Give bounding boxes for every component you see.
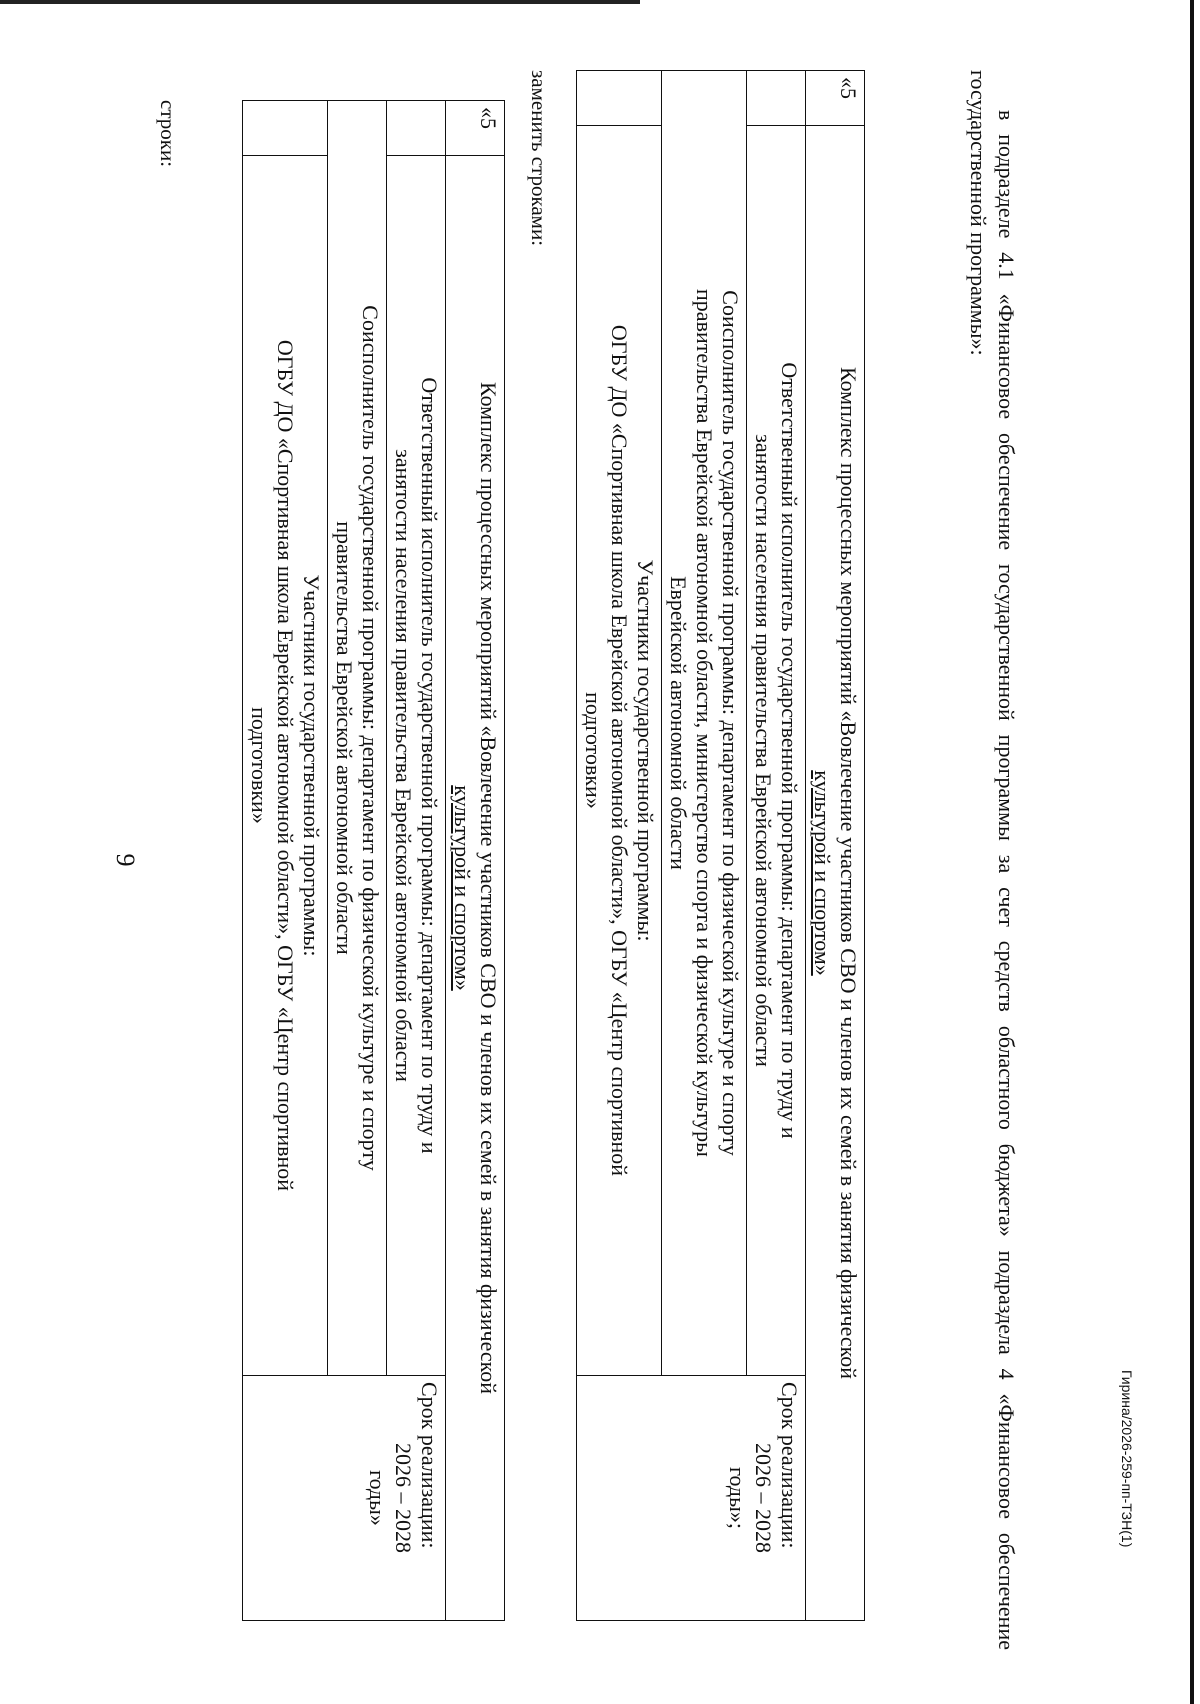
old-rows-table <box>242 100 505 1621</box>
participants: Участники государственной программы: ОГБУ ДО «Спортивная школа Еврейской автономной области», ОГБУ «Центр спортивной подготовки» <box>243 156 328 1376</box>
responsible-executor: Ответственный исполнитель государственной программы: департамент по труду и занятости населения правительства Еврейской автономной области <box>387 156 446 1376</box>
block-title: Комплекс процессных мероприятий «Вовлечение участников СВО и членов их семей в занятия физической культурой и спортом» <box>446 156 505 1621</box>
table-row <box>806 71 865 1621</box>
block-title: Комплекс процессных мероприятий «Вовлечение участников СВО и членов их семей в занятия физической культурой и спортом» <box>806 126 865 1621</box>
implementation-term: Срок реализации: 2026 – 2028 годы»; <box>577 1376 806 1621</box>
empty-cell <box>747 71 806 126</box>
scan-right-edge <box>1190 0 1194 1704</box>
empty-cell <box>387 101 446 156</box>
new-rows-table <box>576 70 865 1621</box>
co-executor: Соисполнитель государственной программы: департамент по физической культуре и спорту правительства Еврейской автономной области <box>328 101 387 1376</box>
implementation-term: Срок реализации: 2026 – 2028 годы» <box>243 1376 446 1621</box>
document-stamp: Гирина/2026-259-пп-ТЗН(1) <box>1119 1370 1135 1548</box>
empty-cell <box>243 101 328 156</box>
responsible-executor: Ответственный исполнитель государственной программы: департамент по труду и занятости населения правительства Еврейской автономной области <box>747 126 806 1376</box>
row-number: «5 <box>806 71 865 126</box>
scan-top-edge <box>0 0 640 4</box>
table-row <box>387 101 446 1621</box>
empty-cell <box>577 71 662 126</box>
label-replace-rows: заменить строками: <box>527 70 551 247</box>
rotated-page-content <box>95 70 1155 1650</box>
table-row <box>747 71 806 1621</box>
row-number: «5 <box>446 101 505 156</box>
table-row <box>446 101 505 1621</box>
co-executor: Соисполнитель государственной программы: департамент по физической культуре и спорту правительства Еврейской автономной области, министерство спорта и физической культуры Еврейской автономной области <box>662 71 747 1376</box>
label-old-rows: строки: <box>156 100 180 168</box>
page-number: 9 <box>111 853 140 867</box>
participants: Участники государственной программы: ОГБУ ДО «Спортивная школа Еврейской автономной области», ОГБУ «Центр спортивной подготовки» <box>577 126 662 1376</box>
footer-paragraph: в подразделе 4.1 «Финансовое обеспечение государственной программы за счет средств областного бюджета» подраздела 4 «Финансовое обеспечение государственной программы»: <box>966 70 1019 1650</box>
